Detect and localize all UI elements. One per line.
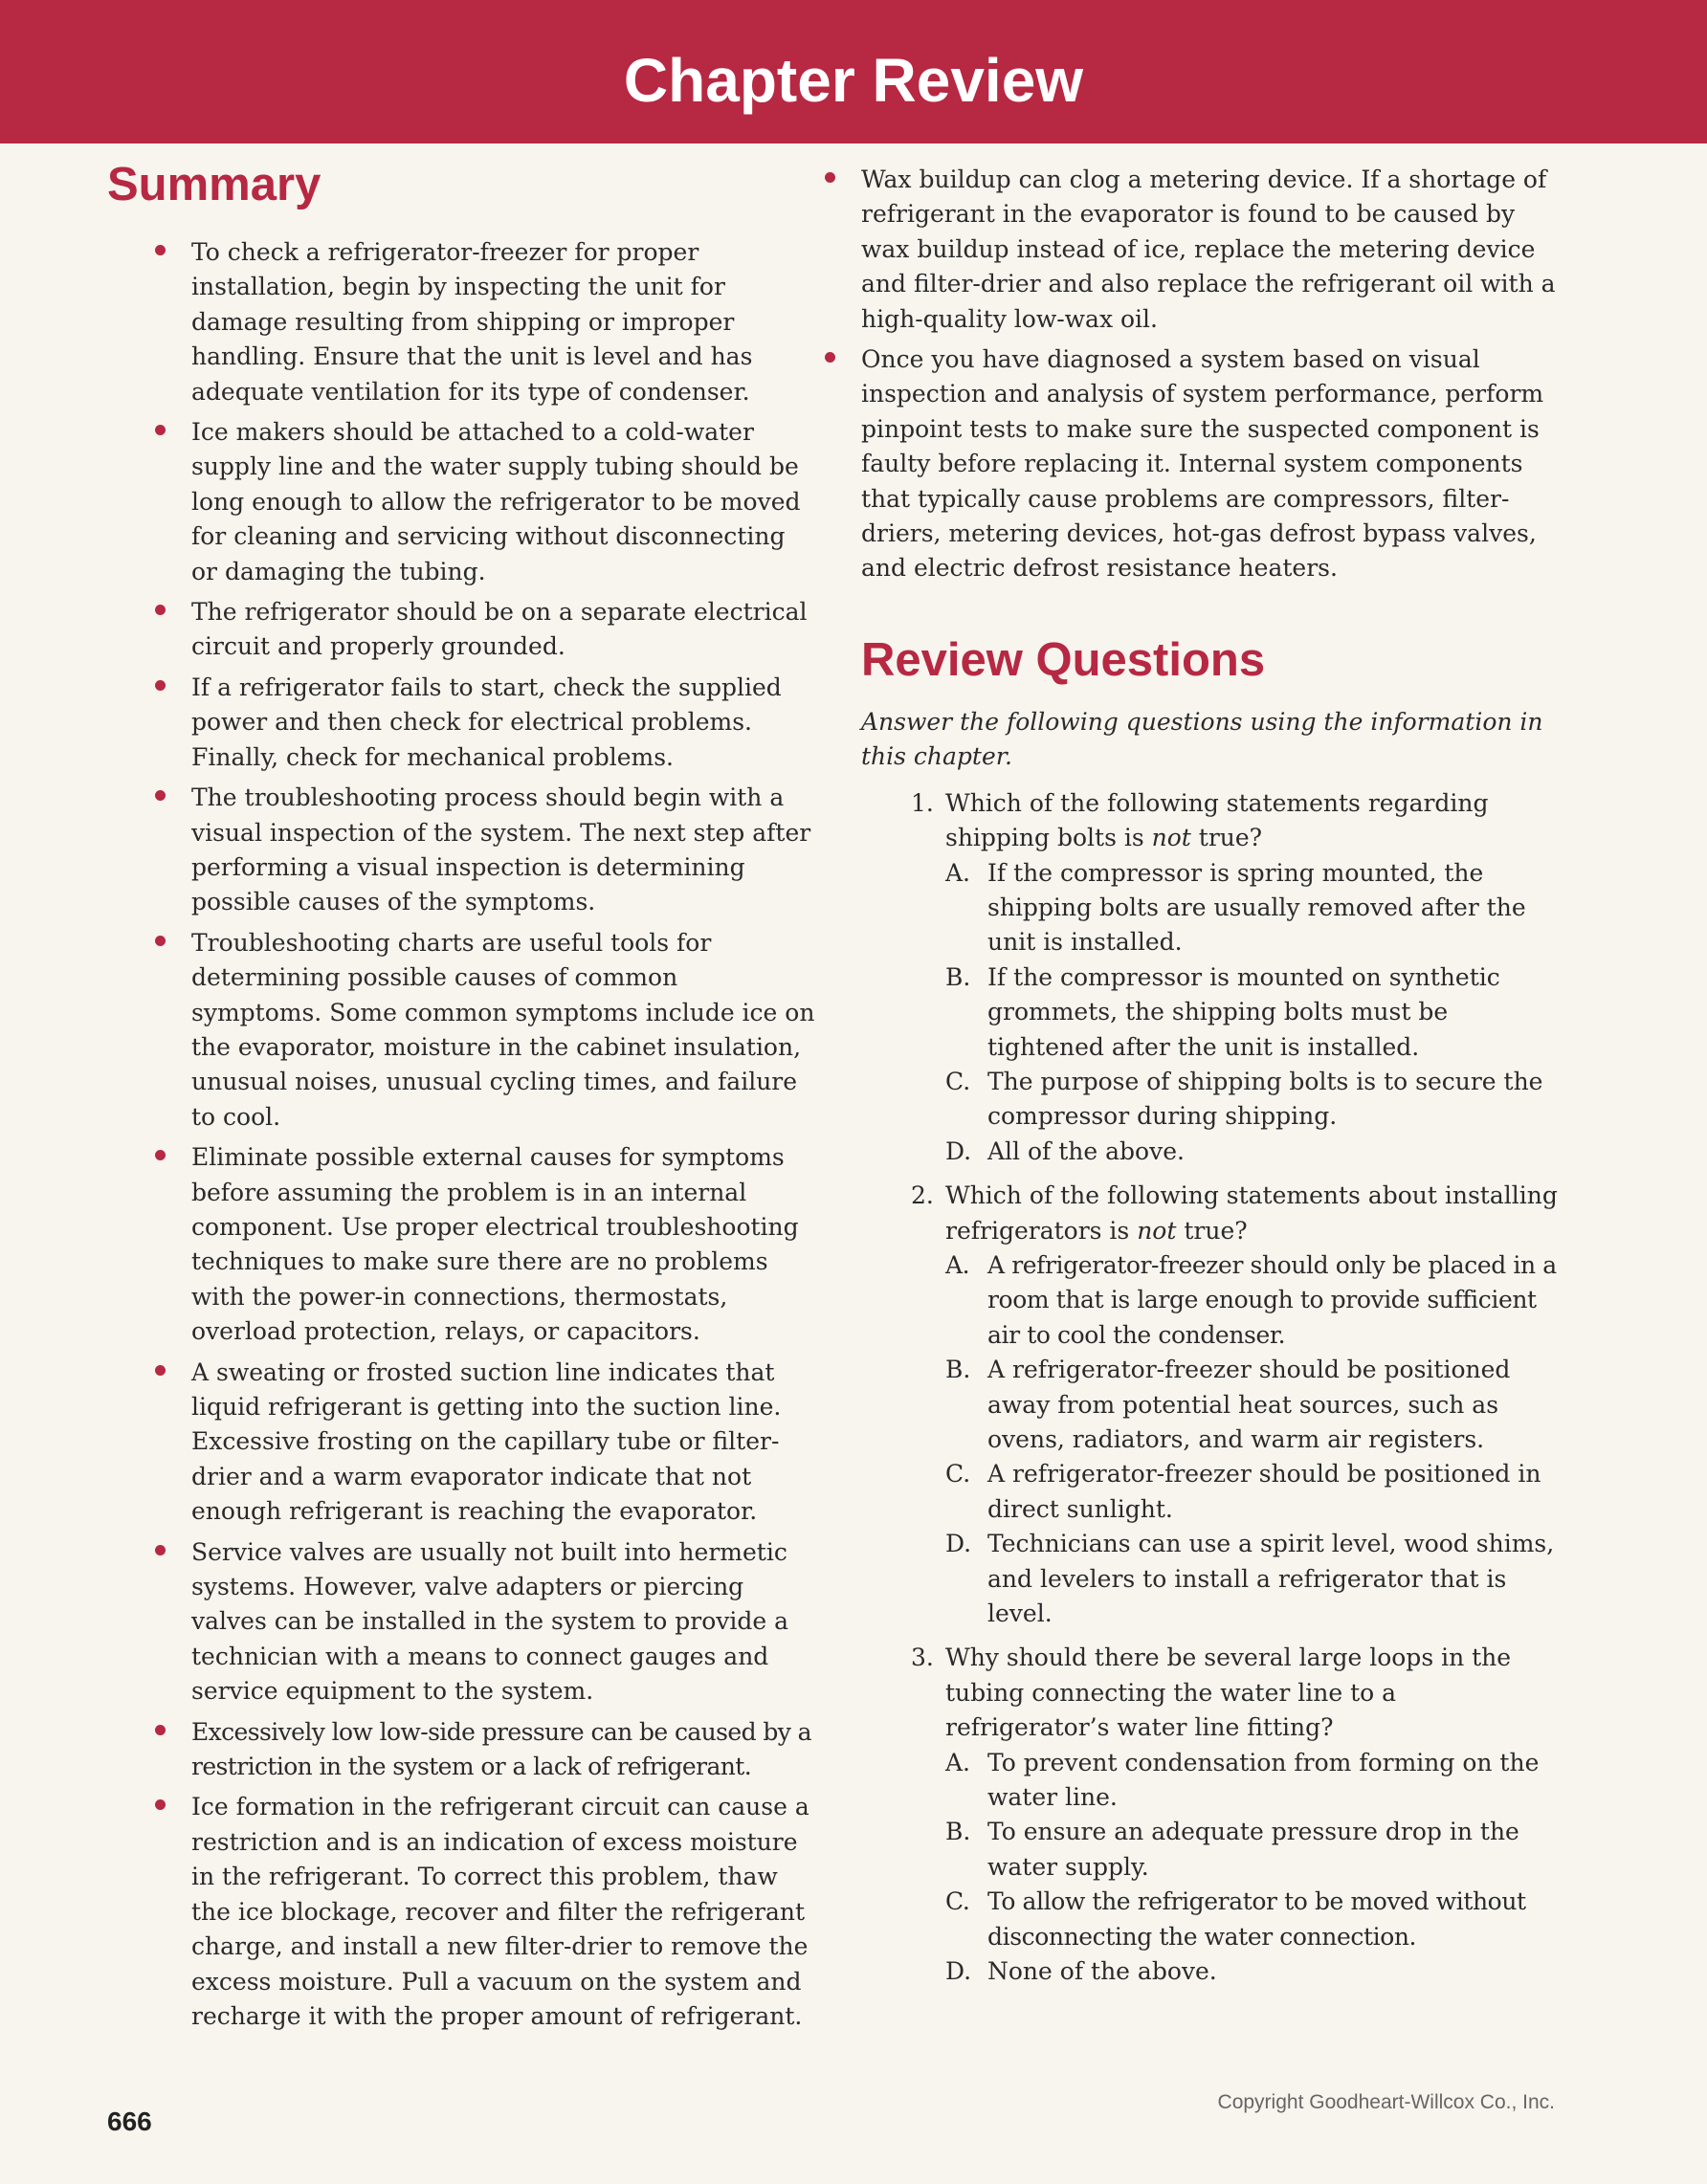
summary-bullet: Excessively low low-side pressure can be caused by a restriction in the system or a lack of refrigerant. [107,1715,815,1785]
bullet-icon [155,1799,166,1810]
answer-option: A. To prevent condensation from forming on the water line. [945,1748,1540,1812]
bullet-icon [155,425,166,435]
bullet-icon [155,680,166,691]
answer-option: A. If the compressor is spring mounted, the shipping bolts are usually removed after the unit is installed. [945,858,1526,957]
answer-option: B. A refrigerator-freezer should be positioned away from potential heat sources, such as ovens, radiators, and warm air registers. [945,1356,1511,1453]
summary-bullet: Ice formation in the refrigerant circuit can cause a restriction and is an indication of excess moisture in the refrigerant. To correct this problem, thaw the ice blockage, recover and filter the refrigerant charge, and install a new filter-drier to remove the excess moisture. Pull a vacuum on the system and recharge it with the proper amount of refrigerant. [107,1790,815,2034]
answer-option: D. All of the above. [945,1136,1185,1165]
question-1 [861,786,1560,1169]
question-3 [861,1641,1560,1989]
question-2 [861,1179,1560,1631]
question-number: 1. [911,788,934,817]
summary-bullet: Wax buildup can clog a metering device. If a shortage of refrigerant in the evaporator is found to be caused by wax buildup instead of ice, replace the metering device and filter-drier and also replace the refrigerant oil with a high-quality low-wax oil. [777,163,1560,337]
right-column [861,163,1560,1999]
summary-bullet: A sweating or frosted suction line indicates that liquid refrigerant is getting into the suction line. Excessive frosting on the capillary tube or filter-drier and a warm evaporator indicate that not enough refrigerant is reaching the evaporator. [107,1356,815,1530]
question-stem: Why should there be several large loops in the tubing connecting the water line to a refrigerator’s water line fitting? [945,1644,1512,1742]
bullet-icon [155,1725,166,1735]
page-number: 666 [107,2107,152,2136]
summary-list [107,235,815,2034]
bullet-icon [155,936,166,946]
summary-list-continued [777,163,1560,586]
question-stem: Which of the following statements regarding shipping bolts is not true? [945,788,1489,852]
answer-option: B. If the compressor is mounted on synthetic grommets, the shipping bolts must be tightened after the unit is installed. [945,962,1500,1061]
summary-bullet: The troubleshooting process should begin with a visual inspection of the system. The next step after performing a visual inspection is determining possible causes of the symptoms. [107,781,815,920]
answer-option: B. To ensure an adequate pressure drop in the water supply. [945,1818,1519,1881]
summary-bullet: To check a refrigerator-freezer for proper installation, begin by inspecting the unit for damage resulting from shipping or improper handling. Ensure that the unit is level and has adequate ventilation for its type of condenser. [107,235,815,409]
bullet-icon [155,1545,166,1555]
summary-bullet: If a refrigerator fails to start, check the supplied power and then check for electrical problems. Finally, check for mechanical problems. [107,671,815,775]
bullet-icon [155,1150,166,1160]
summary-bullet: Once you have diagnosed a system based on visual inspection and analysis of system performance, perform pinpoint tests to make sure the suspected component is faulty before replacing it. Internal system components that typically cause problems are compressors, filter-driers, metering devices, hot-gas defrost bypass valves, and electric defrost resistance heaters. [777,342,1560,586]
summary-bullet: Troubleshooting charts are useful tools for determining possible causes of common symptoms. Some common symptoms include ice on the evaporator, moisture in the cabinet insulation, unusual noises, unusual cycling times, and failure to cool. [107,926,815,1135]
summary-bullet: Eliminate possible external causes for symptoms before assuming the problem is in an internal component. Use proper electrical troubleshooting techniques to make sure there are no problems with the power-in connections, thermostats, overload protection, relays, or capacitors. [107,1140,815,1349]
bullet-icon [155,605,166,615]
copyright-notice: Copyright Goodheart-Willcox Co., Inc. [1217,2091,1555,2113]
answer-option: C. The purpose of shipping bolts is to secure the compressor during shipping. [945,1067,1543,1131]
bullet-icon [155,245,166,255]
answer-option: A. A refrigerator-freezer should only be placed in a room that is large enough to provide sufficient air to cool the condenser. [945,1250,1557,1349]
bullet-icon [825,352,835,363]
summary-bullet: Service valves are usually not built into hermetic systems. However, valve adapters or piercing valves can be installed in the system to provide a technician with a means to connect gauges and service equipment to the system. [107,1535,815,1710]
left-column [107,153,815,2040]
question-number: 3. [911,1644,934,1672]
bullet-icon [155,790,166,801]
answer-option: C. A refrigerator-freezer should be positioned in direct sunlight. [945,1460,1541,1523]
summary-bullet: The refrigerator should be on a separate electrical circuit and properly grounded. [107,595,815,665]
question-stem: Which of the following statements about installing refrigerators is not true? [945,1181,1558,1245]
review-intro: Answer the following questions using the information in this chapter. [861,707,1543,771]
bullet-icon [825,172,835,183]
chapter-banner [0,0,1707,143]
answer-option: D. Technicians can use a spirit level, wood shims, and levelers to install a refrigerator that is level. [945,1530,1555,1628]
review-questions-heading: Review Questions [861,633,1266,686]
summary-bullet: Ice makers should be attached to a cold-water supply line and the water supply tubing should be long enough to allow the refrigerator to be moved for cleaning and servicing without disconnecting or damaging the tubing. [107,415,815,589]
bullet-icon [155,1365,166,1376]
answer-option: C. To allow the refrigerator to be moved without disconnecting the water connection. [945,1887,1526,1951]
chapter-title: Chapter Review [623,46,1084,115]
question-number: 2. [911,1181,934,1210]
summary-heading: Summary [107,159,321,210]
answer-option: D. None of the above. [945,1957,1217,1986]
